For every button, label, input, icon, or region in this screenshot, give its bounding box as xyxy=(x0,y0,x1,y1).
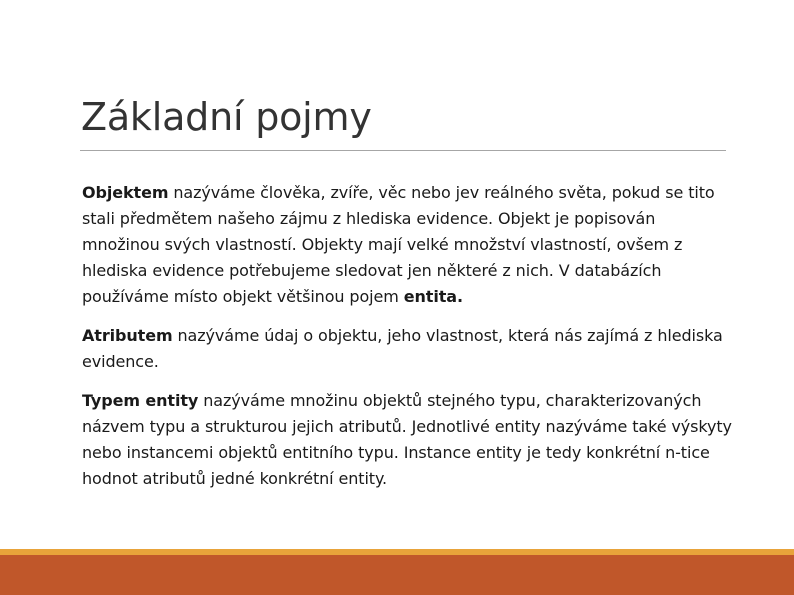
term-typem-entity: Typem entity xyxy=(82,391,199,410)
paragraph-typ-entity xyxy=(82,388,732,492)
slide-body xyxy=(82,180,732,505)
paragraph-objekt-text: nazýváme člověka, zvíře, věc nebo jev reálného světa, pokud se tito stali předmětem našeho zájmu z hlediska evidence. Objekt je popisován množinou svých vlastností. Objekty mají velké množství vlastností, ovšem z hlediska evidence potřebujeme sledovat jen některé z nich. V databázích používáme místo objekt většinou pojem xyxy=(82,183,715,306)
term-entita: entita. xyxy=(403,287,463,306)
term-atributem: Atributem xyxy=(82,326,173,345)
paragraph-typ-entity-text: nazýváme množinu objektů stejného typu, charakterizovaných názvem typu a strukturou jejich atributů. Jednotlivé entity nazýváme také výskyty nebo instancemi objektů entitního typu. Instance entity je tedy konkrétní n-tice hodnot atributů jedné konkrétní entity. xyxy=(82,391,732,488)
title-divider xyxy=(80,150,726,151)
paragraph-objekt xyxy=(82,180,732,310)
slide-title: Základní pojmy xyxy=(81,95,372,139)
paragraph-atribut-text: nazýváme údaj o objektu, jeho vlastnost, která nás zajímá z hlediska evidence. xyxy=(82,326,723,371)
term-objektem: Objektem xyxy=(82,183,169,202)
footer-band xyxy=(0,555,794,595)
paragraph-atribut xyxy=(82,323,732,375)
